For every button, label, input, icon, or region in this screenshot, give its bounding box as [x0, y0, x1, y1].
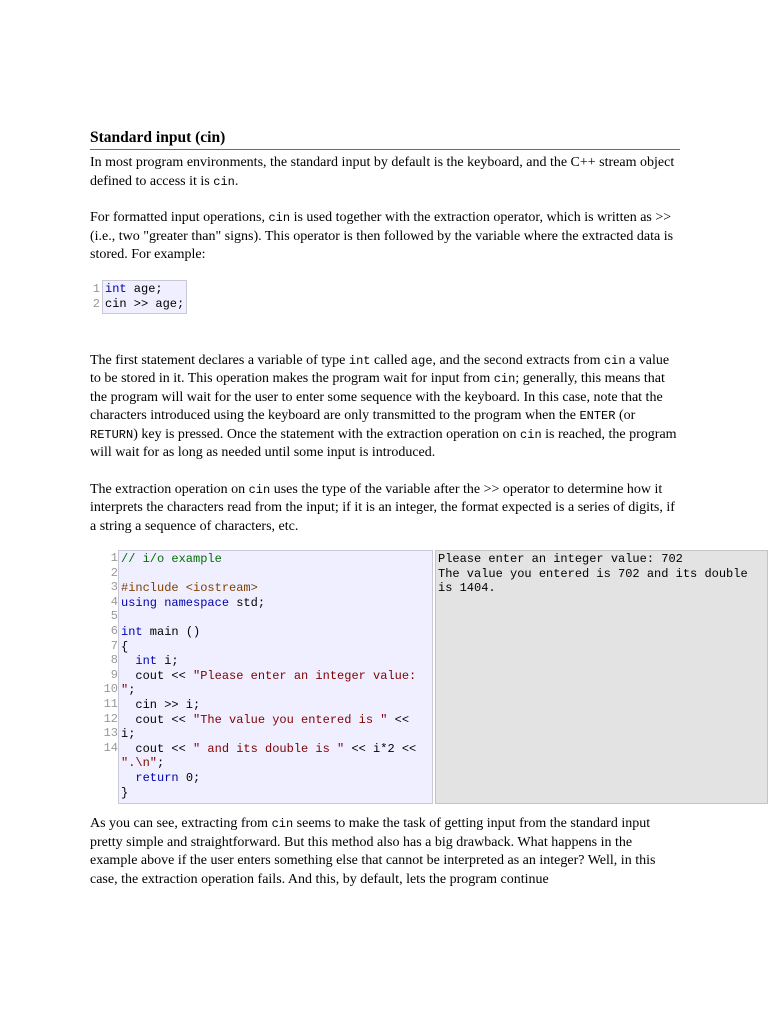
text: In most program environments, the standard input by default is the keyboard, and the C++ stream object defined to access it is — [90, 155, 675, 189]
code-text: { — [121, 639, 129, 654]
code-text: i; — [157, 654, 179, 669]
code-text: std; — [229, 595, 266, 610]
paragraph-formatted-input — [90, 209, 680, 265]
inline-code: cin — [603, 353, 626, 368]
code-keyword: int — [135, 654, 158, 669]
code-text: cin >> i; — [121, 697, 201, 712]
text: uses the type of the variable after the >> operator to determine how it interprets the characters read from the input; if it is an integer, the format expected is a series of digits, if a string a sequence of characters, etc. — [90, 481, 675, 534]
line-numbers: 1 2 — [92, 281, 100, 311]
inline-code: cin — [248, 482, 271, 497]
inline-code: age — [410, 353, 433, 368]
code-keyword: return — [135, 770, 179, 785]
text: , and the second extracts from — [432, 352, 604, 368]
text: (or — [615, 408, 636, 423]
code-string: "Please enter an integer value: — [193, 668, 417, 683]
code-text: << i*2 << — [344, 741, 417, 756]
code-comment: // i/o example — [121, 552, 222, 566]
inline-code: int — [348, 353, 371, 368]
code-string: ".\n" — [121, 756, 158, 771]
code-box — [102, 280, 187, 314]
code-string: " and its double is " — [193, 741, 345, 756]
code-snippet — [90, 280, 680, 314]
inline-code: cin — [493, 372, 516, 386]
code-example — [96, 550, 768, 804]
inline-code: cin — [271, 817, 294, 831]
text: ) key is pressed. Once the statement with the extraction operation on — [133, 426, 521, 442]
code-text: ; — [128, 683, 136, 698]
code-text: 0; — [178, 770, 201, 785]
text: ; generally, this means that the program will wait for the user to enter some sequence with the keyboard. In this case, note that the characters introduced using the keyboard are only transmitted to the program when the — [90, 371, 665, 423]
code-keyword: int — [105, 281, 127, 296]
program-output — [435, 550, 768, 804]
code-text: } — [121, 785, 129, 800]
text: is reached, the program will wait for as long as needed until some input is introduced. — [90, 426, 677, 460]
code-box — [118, 550, 433, 804]
code-text: cin >> age; — [105, 296, 185, 311]
code-text: cout << — [121, 741, 194, 756]
inline-code: cin — [520, 427, 542, 442]
text: called — [370, 352, 411, 368]
code-string: " — [121, 683, 129, 698]
text: For formatted input operations, — [90, 210, 269, 225]
code-text: i; — [121, 727, 136, 742]
code-text: << — [387, 712, 410, 727]
text: seems to make the task of getting input from the standard input pretty simple and straightforward. But this method also has a big drawback. What happens in the example above if the user enters something else that cannot be interpreted as an integer? Well, in this case, the extraction operation fails. And this, by default, lets the program continue — [90, 816, 656, 887]
output-line: Please enter an integer value: 702 — [438, 552, 683, 566]
output-line: The value you entered is 702 and its double — [438, 566, 748, 581]
text: a value to be stored in it. This operation makes the program wait for input from — [90, 352, 670, 386]
code-string: "The value you entered is " — [193, 712, 388, 727]
code-text: age; — [126, 281, 163, 296]
inline-code: cin — [268, 211, 291, 225]
paragraph-drawback — [90, 815, 680, 889]
text: The first statement declares a variable of type — [90, 352, 349, 368]
article-continued — [90, 815, 680, 889]
paragraph-explanation — [90, 352, 680, 463]
section-heading: Standard input (cin) — [90, 128, 680, 150]
text: As you can see, extracting from — [90, 816, 272, 831]
paragraph-intro — [90, 154, 680, 191]
paragraph-type-interpretation — [90, 481, 680, 537]
code-preprocessor: #include <iostream> — [121, 581, 258, 596]
code-text: main () — [142, 624, 201, 639]
inline-code: ENTER — [579, 409, 616, 423]
text: . — [234, 173, 239, 189]
code-text: cout << — [121, 712, 194, 727]
code-keyword: using namespace — [121, 595, 230, 610]
inline-code: cin — [213, 174, 235, 189]
article-content — [90, 128, 680, 536]
code-text: cout << — [121, 668, 194, 683]
inline-code: RETURN — [90, 427, 134, 442]
line-numbers: 1 2 3 4 5 6 7 8 9 10 11 12 13 14 — [103, 551, 118, 755]
output-line: is 1404. — [438, 581, 496, 596]
code-keyword: int — [121, 624, 143, 639]
text: is used together with the extraction operator, which is written as >> (i.e., two "greater than" signs). This operator is then followed by the variable where the extracted data is stored. For example: — [90, 210, 674, 262]
text: The extraction operation on — [90, 481, 249, 497]
code-text: ; — [157, 756, 165, 771]
